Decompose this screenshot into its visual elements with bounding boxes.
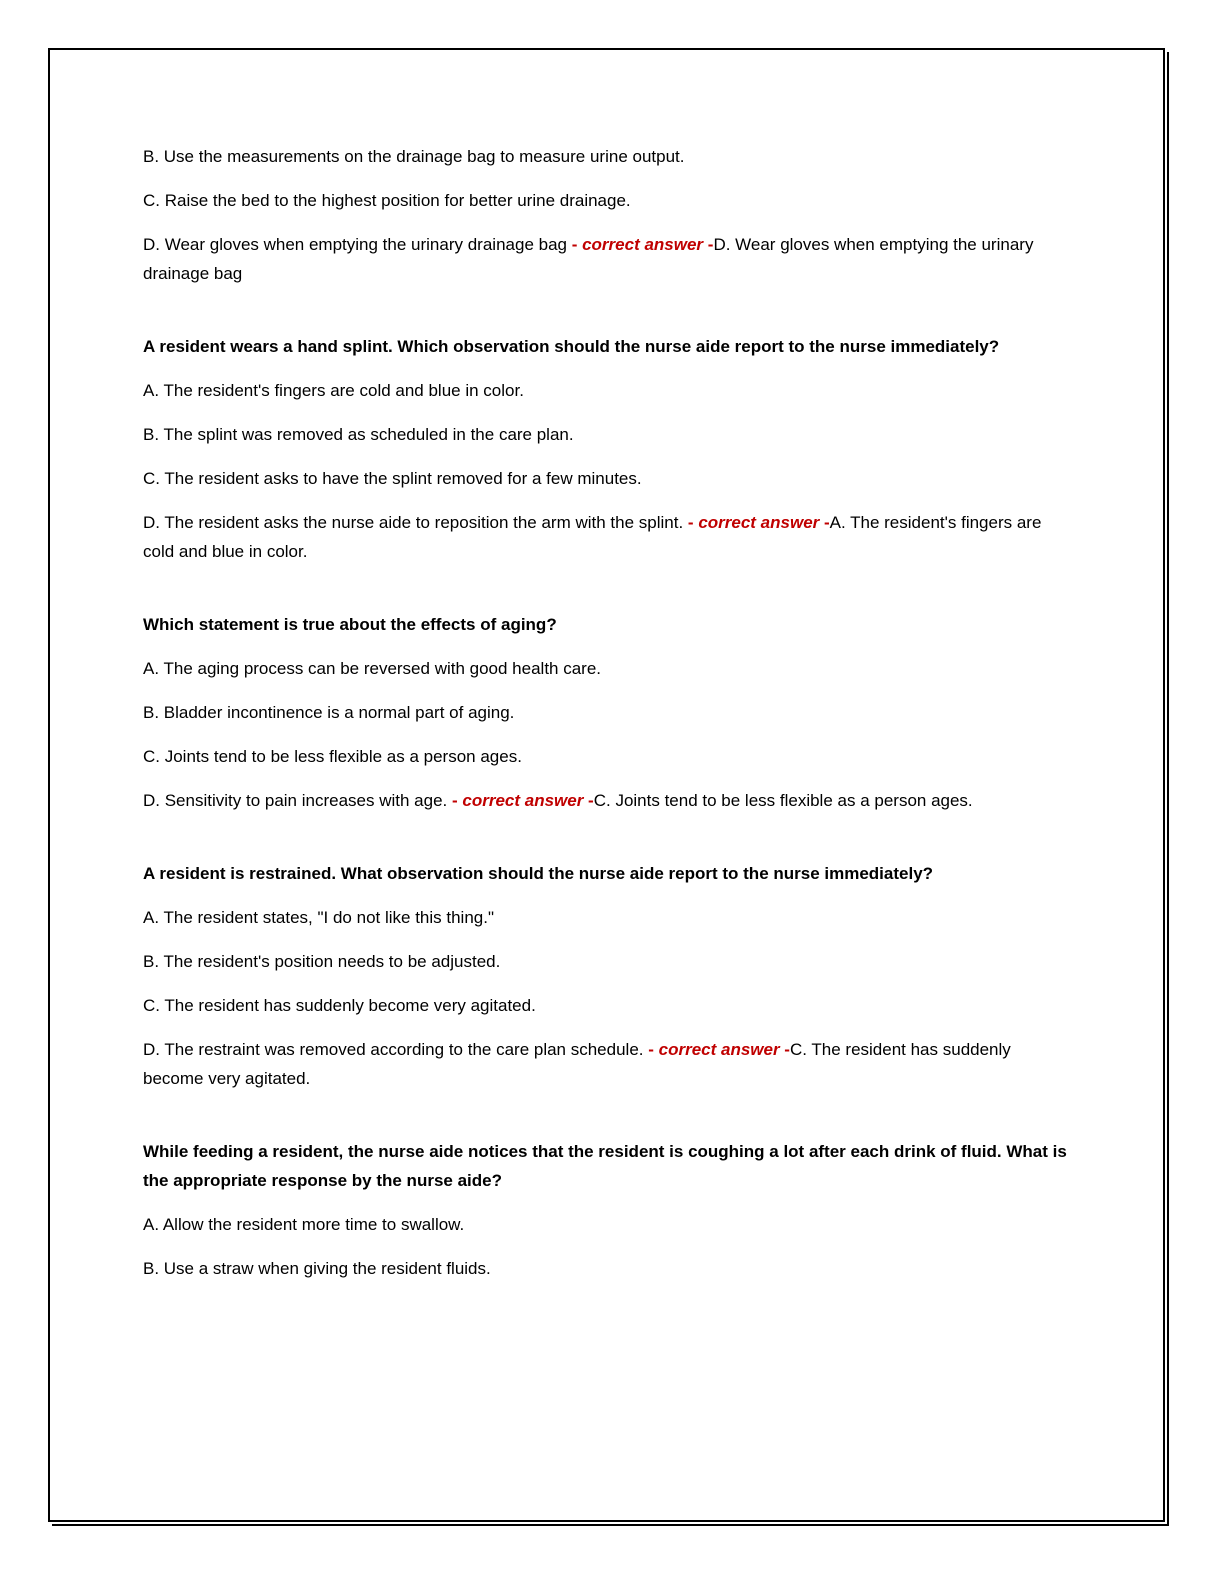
option-text: A. Allow the resident more time to swallow. xyxy=(143,1215,465,1234)
marker-dash: - xyxy=(819,513,830,532)
marker-dash: - xyxy=(583,791,594,810)
answer-option xyxy=(143,186,1068,215)
option-text: B. The splint was removed as scheduled in the care plan. xyxy=(143,425,574,444)
option-text: A. The resident's fingers are cold and blue in color. xyxy=(143,381,524,400)
option-text: B. Bladder incontinence is a normal part of aging. xyxy=(143,703,515,722)
correct-answer-marker xyxy=(572,235,714,254)
option-text: C. The resident has suddenly become very agitated. xyxy=(143,996,536,1015)
marker-dash: - xyxy=(687,513,699,532)
correct-answer-marker xyxy=(452,791,594,810)
marker-label: correct answer xyxy=(698,513,820,532)
answer-option xyxy=(143,420,1068,449)
option-text: B. The resident's position needs to be adjusted. xyxy=(143,952,501,971)
option-text: B. Use a straw when giving the resident fluids. xyxy=(143,1259,491,1278)
question-block xyxy=(143,142,1068,288)
marker-dash: - xyxy=(571,235,583,254)
answer-option xyxy=(143,654,1068,683)
option-text: C. The resident asks to have the splint removed for a few minutes. xyxy=(143,469,642,488)
answer-option xyxy=(143,698,1068,727)
answer-option xyxy=(143,1254,1068,1283)
option-text: D. Wear gloves when emptying the urinary drainage bag xyxy=(143,235,572,254)
answer-option xyxy=(143,1210,1068,1239)
marker-label: correct answer xyxy=(658,1040,780,1059)
answer-option xyxy=(143,508,1068,566)
marker-dash: - xyxy=(703,235,714,254)
question-block xyxy=(143,610,1068,815)
answer-option xyxy=(143,786,1068,815)
option-text: D. The resident asks the nurse aide to reposition the arm with the splint. xyxy=(143,513,688,532)
answer-option xyxy=(143,742,1068,771)
option-text: C. Raise the bed to the highest position for better urine drainage. xyxy=(143,191,631,210)
marker-dash: - xyxy=(648,1040,659,1059)
question-text: A resident is restrained. What observation should the nurse aide report to the nurse immediately? xyxy=(143,864,934,883)
correct-answer-marker xyxy=(648,1040,790,1059)
correct-answer-text: C. The resident has suddenly become very agitated. xyxy=(143,1040,1011,1088)
option-text: D. Sensitivity to pain increases with age. xyxy=(143,791,452,810)
marker-dash: - xyxy=(451,791,463,810)
answer-option xyxy=(143,230,1068,288)
correct-answer-marker xyxy=(688,513,830,532)
answer-option xyxy=(143,991,1068,1020)
question-block xyxy=(143,332,1068,566)
option-text: B. Use the measurements on the drainage bag to measure urine output. xyxy=(143,147,685,166)
question-text: A resident wears a hand splint. Which observation should the nurse aide report to the nurse immediately? xyxy=(143,337,1000,356)
marker-dash: - xyxy=(779,1040,790,1059)
question-block xyxy=(143,859,1068,1093)
document-content xyxy=(143,142,1068,1327)
marker-label: correct answer xyxy=(582,235,704,254)
option-text: A. The resident states, "I do not like this thing." xyxy=(143,908,494,927)
question-text: Which statement is true about the effects of aging? xyxy=(143,615,557,634)
correct-answer-text: D. Wear gloves when emptying the urinary drainage bag xyxy=(143,235,1034,283)
option-text: D. The restraint was removed according to the care plan schedule. xyxy=(143,1040,649,1059)
answer-option xyxy=(143,903,1068,932)
marker-label: correct answer xyxy=(462,791,584,810)
correct-answer-text: C. Joints tend to be less flexible as a person ages. xyxy=(593,791,973,810)
answer-option xyxy=(143,142,1068,171)
answer-option xyxy=(143,1035,1068,1093)
option-text: C. Joints tend to be less flexible as a person ages. xyxy=(143,747,522,766)
answer-option xyxy=(143,947,1068,976)
question-text: While feeding a resident, the nurse aide notices that the resident is coughing a lot after each drink of fluid. What is the appropriate response by the nurse aide? xyxy=(143,1142,1067,1190)
answer-option xyxy=(143,464,1068,493)
option-text: A. The aging process can be reversed with good health care. xyxy=(143,659,602,678)
question-block xyxy=(143,1137,1068,1283)
answer-option xyxy=(143,376,1068,405)
correct-answer-text: A. The resident's fingers are cold and blue in color. xyxy=(143,513,1042,561)
